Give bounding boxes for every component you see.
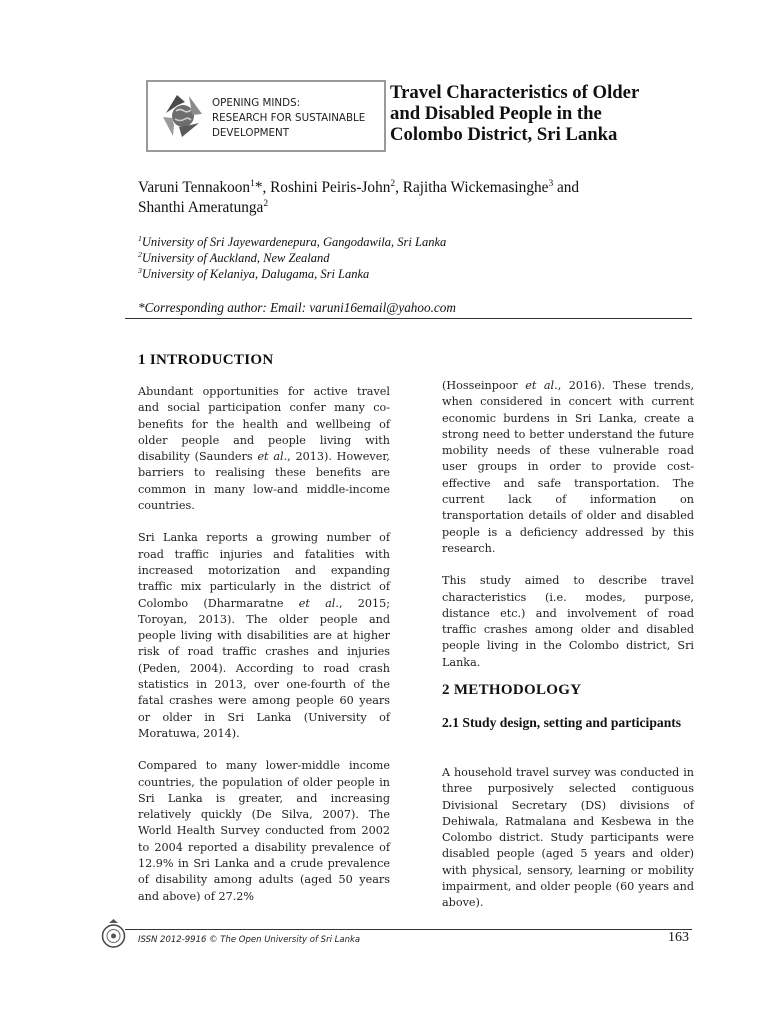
author-name: Shanthi Ameratunga xyxy=(138,199,264,216)
journal-banner xyxy=(146,80,386,152)
affiliation-number: 1 xyxy=(138,233,142,243)
header-divider xyxy=(125,318,692,319)
et-al-citation: et al. xyxy=(525,379,558,392)
left-column xyxy=(138,384,390,905)
body-paragraph: Compared to many lower-middle income countries, the population of older people in Sri Lanka is greater, and increasing relatively quickly (De Silva, 2007). The World Health Survey conducted from 2002 to 2004 reported a disability prevalence of 12.9% in Sri Lanka and a crude prevalence of disability among adults (aged 50 years and above) of 27.2% xyxy=(138,759,390,903)
et-al-citation: et al. xyxy=(298,596,339,610)
recycle-globe-icon xyxy=(158,91,208,141)
author-affil-ref: 1 xyxy=(250,178,255,189)
methodology-heading: 2 METHODOLOGY xyxy=(442,682,582,698)
university-seal-icon xyxy=(100,918,127,950)
author-separator: *, xyxy=(254,179,271,196)
author-separator: and xyxy=(553,179,580,196)
author-affil-ref: 2 xyxy=(390,178,396,189)
affiliation-text: University of Auckland, New Zealand xyxy=(141,251,330,265)
body-paragraph: (Hosseinpoor et al., 2016). These trends, when considered in concert with current economic burdens in Sri Lanka, create a strong need to better understand the future mobility needs of these vulnerable road user groups in order to provide cost-effective and safe transportation. The current lack of information on transportation details of older and disabled people is a deficiency addressed by this research. xyxy=(442,379,694,555)
banner-line: RESEARCH FOR SUSTAINABLE xyxy=(212,112,366,124)
affiliation-number: 3 xyxy=(138,265,142,275)
banner-line: OPENING MINDS: xyxy=(212,97,301,109)
author-name: Roshini Peiris-John xyxy=(270,179,391,196)
affiliation-text: University of Sri Jayewardenepura, Gangodawila, Sri Lanka xyxy=(141,235,447,249)
affiliation xyxy=(138,234,446,250)
body-paragraph: This study aimed to describe travel characteristics (i.e. modes, purpose, distance etc.) and involvement of road traffic crashes among older and disabled people living in the Colombo district, Sri Lanka. xyxy=(442,574,694,669)
title-line: Travel Characteristics of Older xyxy=(390,82,640,103)
author-affil-ref: 2 xyxy=(263,198,269,209)
et-al-citation: et al. xyxy=(257,450,288,464)
author-list xyxy=(138,178,698,218)
affiliations xyxy=(138,234,446,282)
page-number: 163 xyxy=(668,930,689,945)
footer-divider xyxy=(125,929,692,930)
body-paragraph: Sri Lanka reports a growing number of road traffic injuries and fatalities with increased motorization and expanding traffic mix particularly in the district of Colombo (Dharmaratne et al., 2015; Toroyan, 2013). The older people and people living with disabilities are at higher risk of road traffic crashes and injuries (Peden, 2004). According to road crash statistics in 2013, over one-fourth of the fatal crashes were among people 60 years or older in Sri Lanka (University of Moratuwa, 2014). xyxy=(138,531,390,740)
paper-title xyxy=(390,82,690,145)
body-paragraph: Abundant opportunities for active travel and social participation confer many co-benefits for the health and wellbeing of older people and people living with disability (Saunders et al., 2013). However, barriers to realising these benefits are common in many low-and middle-income countries. xyxy=(138,385,390,513)
title-line: Colombo District, Sri Lanka xyxy=(390,124,618,145)
affiliation-number: 2 xyxy=(138,249,142,259)
right-column-top xyxy=(442,378,694,671)
corresponding-author: *Corresponding author: Email: varuni16email@yahoo.com xyxy=(138,300,456,315)
affiliation-text: University of Kelaniya, Dalugama, Sri Lanka xyxy=(141,267,370,281)
introduction-heading: 1 INTRODUCTION xyxy=(138,352,274,368)
affiliation xyxy=(138,250,446,266)
body-paragraph: A household travel survey was conducted in three purposively selected contiguous Divisional Secretary (DS) divisions of Dehiwala, Ratmalana and Kesbewa in the Colombo district. Study participants were disabled people (aged 5 years and older) with physical, sensory, learning or mobility impairment, and older people (60 years and above). xyxy=(442,766,694,910)
author-separator: , xyxy=(395,179,403,196)
author-name: Rajitha Wickemasinghe xyxy=(402,179,549,196)
author-name: Varuni Tennakoon xyxy=(138,179,251,196)
author-affil-ref: 3 xyxy=(548,178,554,189)
right-column-bottom xyxy=(442,765,694,912)
title-line: and Disabled People in the xyxy=(390,103,602,124)
issn-footer: ISSN 2012-9916 © The Open University of Sri Lanka xyxy=(138,935,361,945)
banner-line: DEVELOPMENT xyxy=(212,127,290,139)
subsection-heading: 2.1 Study design, setting and participants xyxy=(442,715,682,730)
affiliation xyxy=(138,266,446,282)
